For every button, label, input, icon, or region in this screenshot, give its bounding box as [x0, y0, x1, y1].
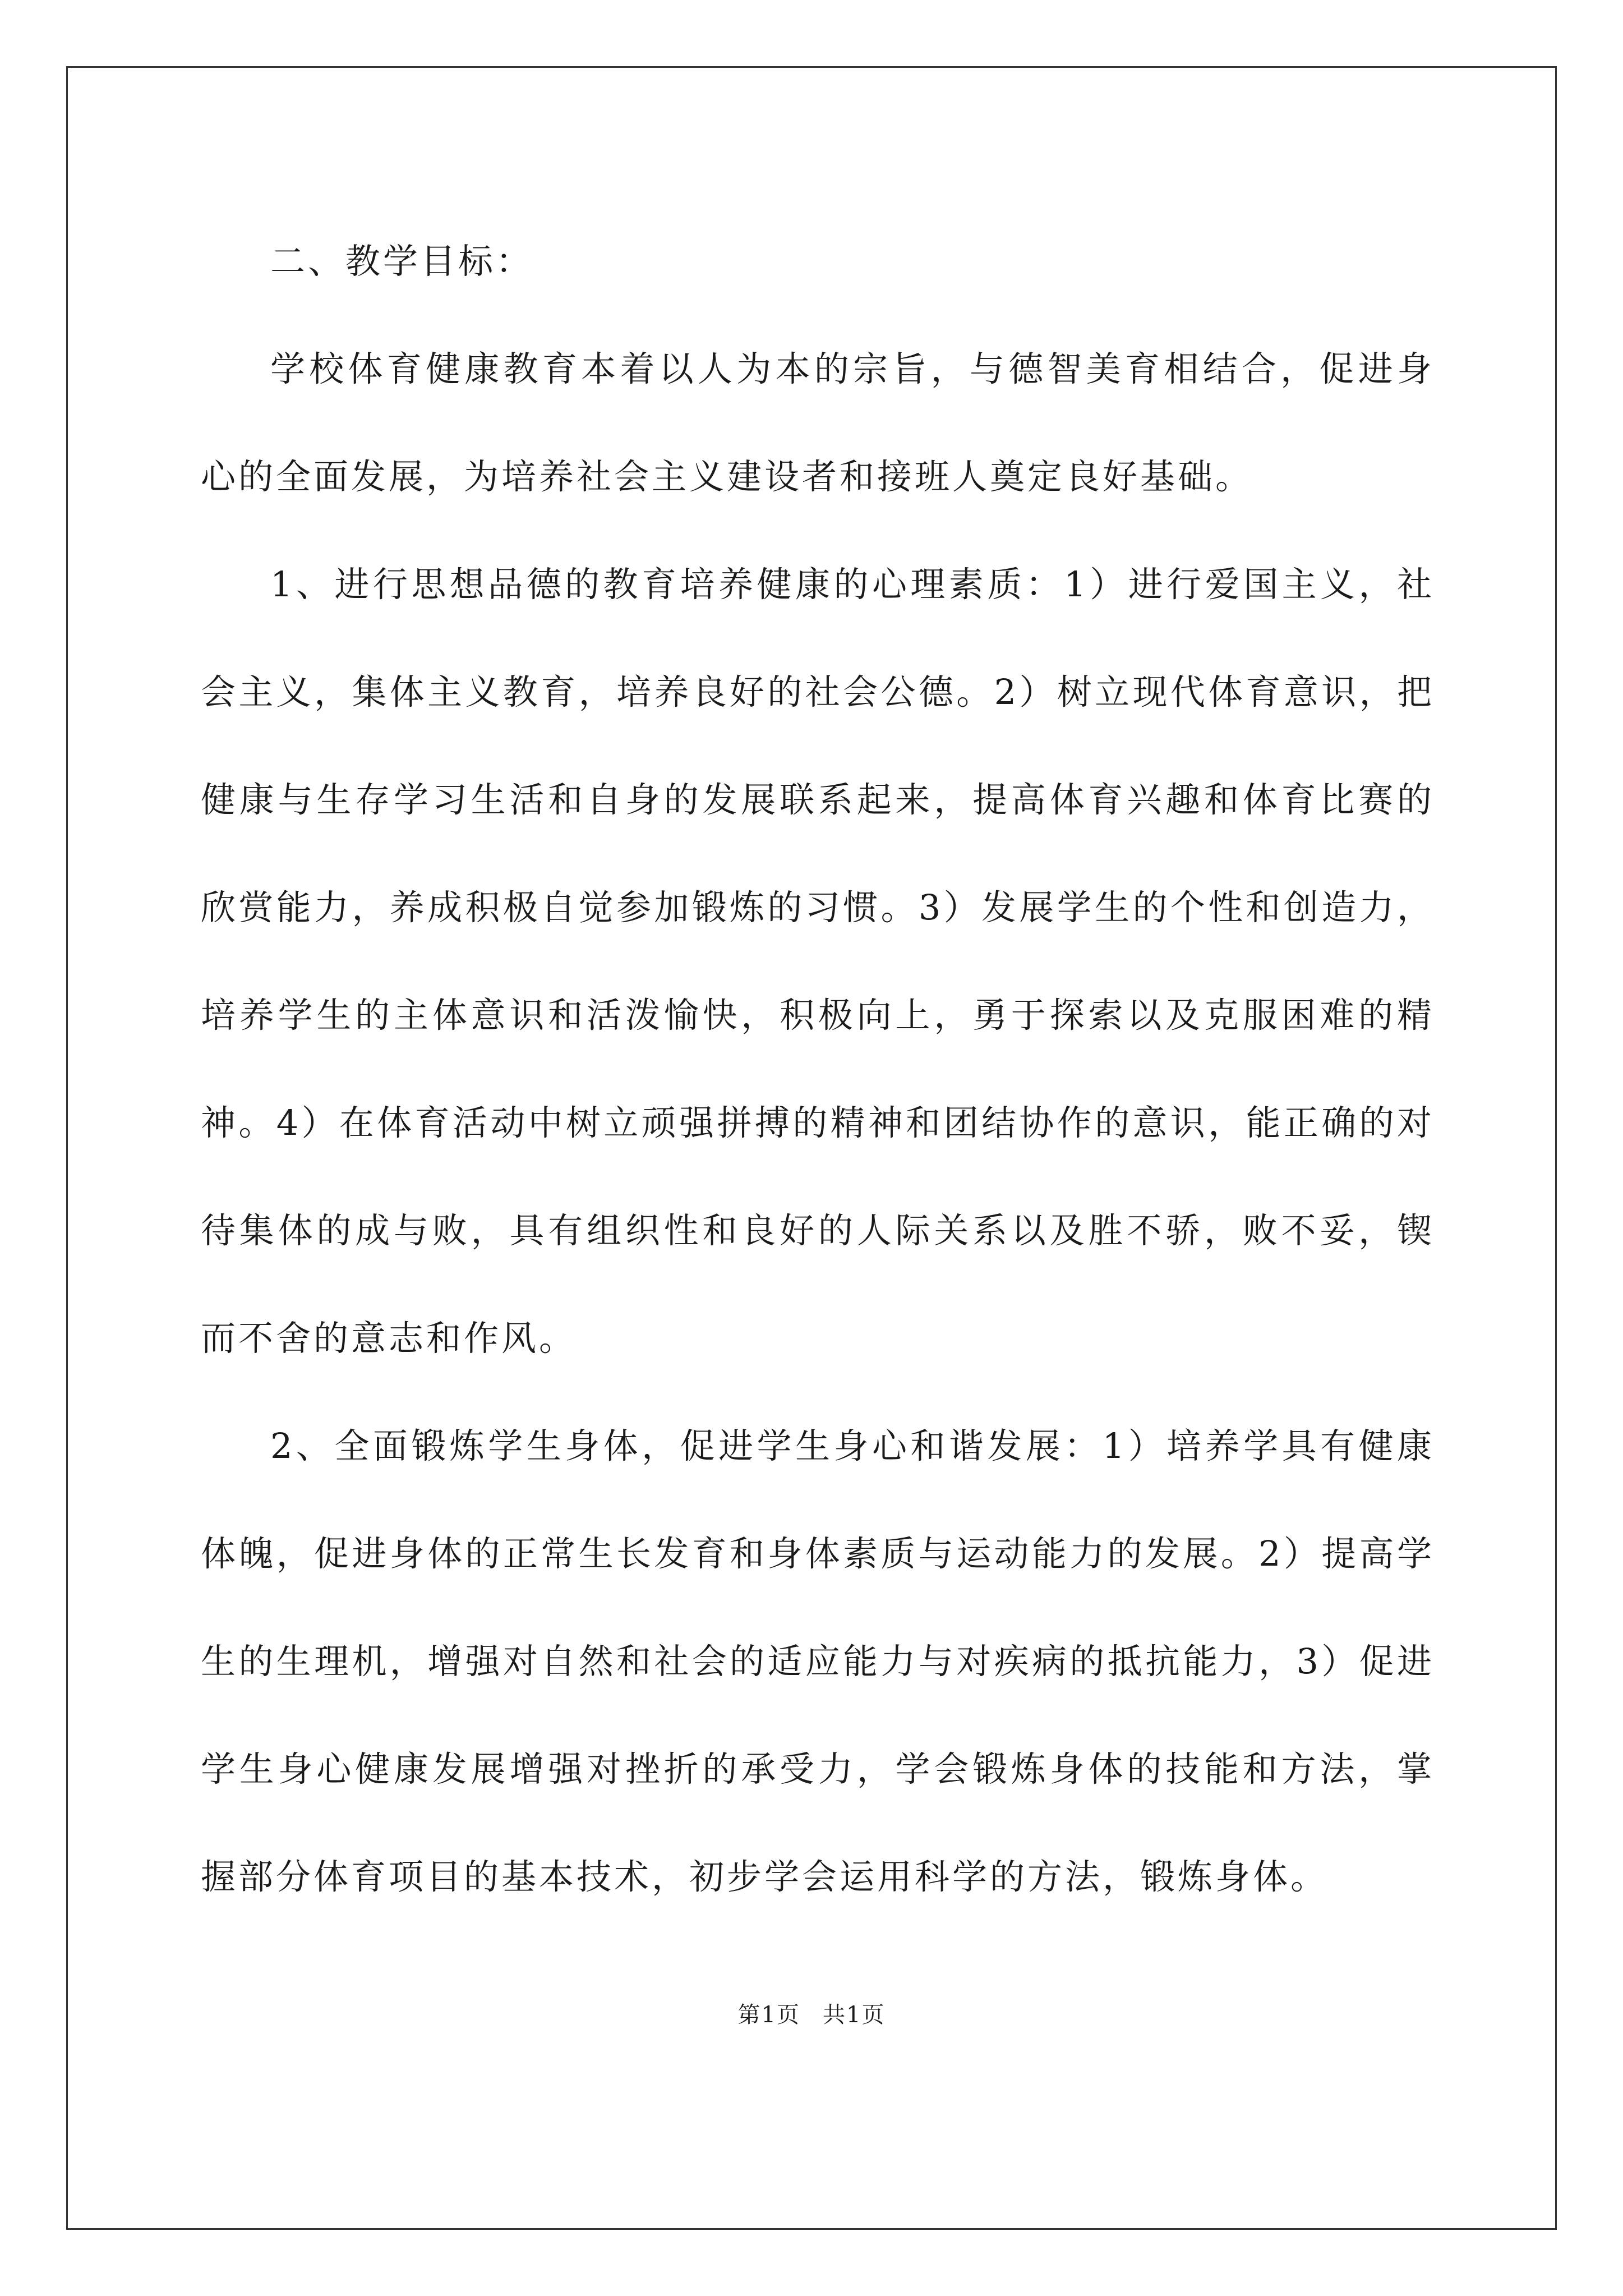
paragraph-intro: 学校体育健康教育本着以人为本的宗旨，与德智美育相结合，促进身心的全面发展，为培养社会主义建设者和接班人奠定良好基础。 [201, 348, 1435, 497]
section-heading: 二、教学目标： [270, 241, 534, 282]
page-total-label: 共1页 [823, 2002, 886, 2028]
paragraph-physical-training: 2、全面锻炼学生身体，促进学生身心和谐发展：1）培养学具有健康体魄，促进身体的正常生长发育和身体素质与运动能力的发展。2）提高学生的生理机，增强对自然和社会的适应能力与对疾病的抵抗能力，3）促进学生身心健康发展增强对挫折的承受力，学会锻炼身体的技能和方法，掌握部分体育项目的基本技术，初步学会运用科学的方法，锻炼身体。 [201, 1425, 1435, 1897]
page-number-footer [0, 1997, 1623, 2029]
paragraph-moral-education: 1、进行思想品德的教育培养健康的心理素质：1）进行爱国主义，社会主义，集体主义教育，培养良好的社会公德。2）树立现代体育意识，把健康与生存学习生活和自身的发展联系起来，提高体育兴趣和体育比赛的欣赏能力，养成积极自觉参加锻炼的习惯。3）发展学生的个性和创造力，培养学生的主体意识和活泼愉快，积极向上，勇于探索以及克服困难的精神。4）在体育活动中树立顽强拼搏的精神和团结协作的意识，能正确的对待集体的成与败，具有组织性和良好的人际关系以及胜不骄，败不妥，锲而不舍的意志和作风。 [201, 564, 1435, 1359]
document-body [201, 208, 1435, 1931]
page-current-label: 第1页 [737, 2002, 800, 2028]
